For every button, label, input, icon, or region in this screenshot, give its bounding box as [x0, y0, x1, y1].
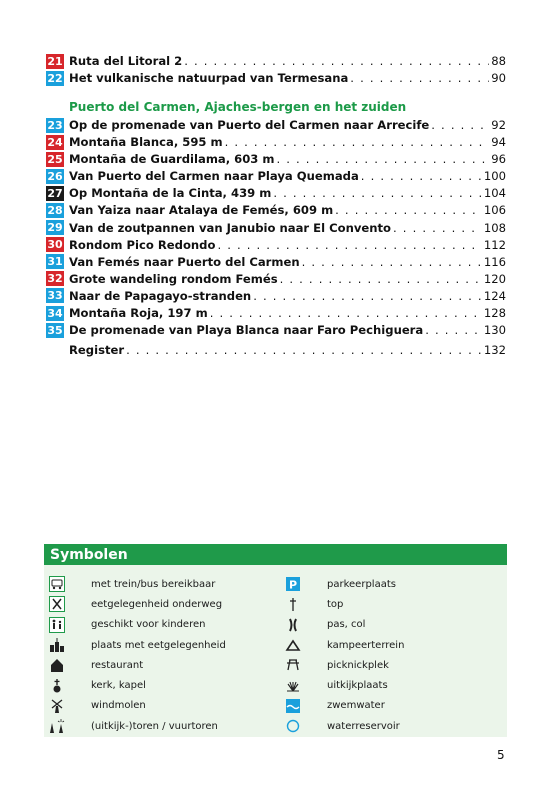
toc-entry-register[interactable] [46, 342, 506, 358]
route-number-badge: 22 [47, 71, 63, 85]
symbol-label: kampeerterrein [327, 639, 405, 651]
leader-dots [431, 118, 489, 132]
route-number-badge: 32 [47, 272, 63, 286]
symbol-row [285, 574, 404, 594]
toc-title: Van de zoutpannen van Janubio naar El Convento [69, 220, 392, 235]
toc-entry-33[interactable] [46, 288, 506, 304]
leader-dots [335, 203, 482, 217]
toc-page: 112 [483, 237, 506, 252]
symbol-label: parkeerplaats [327, 578, 396, 590]
symbol-label: plaats met eetgelegenheid [91, 639, 226, 651]
leader-dots [280, 272, 482, 286]
toc-page: 94 [491, 135, 506, 150]
symbol-label: kerk, kapel [91, 680, 146, 692]
toc-entry-21[interactable] [46, 53, 506, 69]
toc-section [46, 117, 506, 339]
toc-page: 100 [483, 169, 506, 184]
toc-page: 106 [483, 203, 506, 218]
toc-title: Montaña de Guardilama, 603 m [69, 152, 275, 167]
route-number-badge: 35 [47, 323, 63, 337]
toc-entry-23[interactable] [46, 117, 506, 133]
toc-entry-34[interactable] [46, 305, 506, 321]
toc-entry-28[interactable] [46, 202, 506, 218]
symbol-row [49, 594, 226, 614]
symbols-left-column [49, 574, 226, 736]
toc-entry-22[interactable] [46, 70, 506, 86]
church-icon [49, 678, 65, 694]
symbol-row [49, 716, 226, 736]
route-number-badge: 28 [47, 203, 63, 217]
toc-entry-35[interactable] [46, 322, 506, 338]
symbol-label: eetgelegenheid onderweg [91, 598, 223, 610]
symbol-label: zwemwater [327, 700, 385, 712]
symbol-label: windmolen [91, 700, 146, 712]
toc-page: 132 [483, 343, 506, 357]
tower-icon [49, 718, 65, 734]
toc-title: Montaña Roja, 197 m [69, 306, 208, 321]
leader-dots [217, 238, 481, 252]
toc-page: 104 [483, 186, 506, 201]
symbol-label: pas, col [327, 619, 366, 631]
toc-page: 90 [491, 71, 506, 86]
route-number-badge: 31 [47, 255, 63, 269]
viewpoint-icon [285, 678, 301, 694]
page-number: 5 [497, 748, 505, 762]
route-number-badge: 27 [47, 186, 63, 200]
toc-entry-27[interactable] [46, 185, 506, 201]
symbol-label: restaurant [91, 659, 144, 671]
toc-page: 128 [483, 306, 506, 321]
reservoir-icon [285, 718, 301, 734]
leader-dots [393, 221, 482, 235]
symbol-row [49, 574, 226, 594]
symbol-row [285, 635, 404, 655]
toc-entry-26[interactable] [46, 168, 506, 184]
parking-icon [285, 576, 301, 592]
train-bus-icon [49, 576, 65, 592]
campsite-icon [285, 637, 301, 653]
toc-title: Op Montaña de la Cinta, 439 m [69, 186, 272, 201]
symbol-row [285, 594, 404, 614]
route-number-badge: 23 [47, 118, 63, 132]
symbol-label: top [327, 598, 344, 610]
toc-title: Montaña Blanca, 595 m [69, 135, 223, 150]
toc-title: Ruta del Litoral 2 [69, 54, 183, 68]
symbol-label: uitkijkplaats [327, 680, 388, 692]
route-number-badge: 24 [47, 135, 63, 149]
toc-top [46, 53, 506, 87]
toc-entry-32[interactable] [46, 271, 506, 287]
leader-dots [273, 186, 482, 200]
symbol-row [49, 696, 226, 716]
register-entry-wrap [46, 342, 506, 359]
picnic-icon [285, 657, 301, 673]
symbols-heading: Symbolen [44, 544, 507, 565]
children-icon [49, 617, 65, 633]
route-number-badge: 26 [47, 169, 63, 183]
symbol-row [285, 655, 404, 675]
toc-title: Van Puerto del Carmen naar Playa Quemada [69, 169, 359, 184]
symbols-legend [44, 544, 507, 737]
symbol-row [285, 675, 404, 695]
symbol-label: met trein/bus bereikbaar [91, 578, 216, 590]
summit-icon [285, 596, 301, 612]
leader-dots [425, 323, 482, 337]
symbols-right-column [285, 574, 404, 736]
restaurant-icon [49, 657, 65, 673]
toc-entry-31[interactable] [46, 254, 506, 270]
route-number-badge: 25 [47, 152, 63, 166]
toc-title: Naar de Papagayo-stranden [69, 288, 252, 303]
symbol-row [49, 675, 226, 695]
symbol-row [285, 696, 404, 716]
symbol-row [285, 716, 404, 736]
route-number-badge: 34 [47, 306, 63, 320]
windmill-icon [49, 698, 65, 714]
toc-page: 120 [483, 271, 506, 286]
village-icon [49, 637, 65, 653]
leader-dots [361, 169, 482, 183]
symbol-label: geschikt voor kinderen [91, 619, 206, 631]
leader-dots [253, 289, 482, 303]
symbol-row [49, 635, 226, 655]
toc-title: Rondom Pico Redondo [69, 237, 216, 252]
toc-page: 92 [491, 118, 506, 132]
route-number-badge: 30 [47, 238, 63, 252]
symbol-label: waterreservoir [327, 720, 400, 732]
toc-entry-29[interactable] [46, 220, 506, 236]
refreshment-icon [49, 596, 65, 612]
toc-entry-30[interactable] [46, 237, 506, 253]
route-number-badge: 21 [47, 54, 63, 68]
toc-entry-24[interactable] [46, 134, 506, 150]
toc-title: Register [69, 343, 125, 357]
swimming-icon [285, 698, 301, 714]
toc-title: Het vulkanische natuurpad van Termesana [69, 71, 349, 86]
pass-icon [285, 617, 301, 633]
toc-title: Van Femés naar Puerto del Carmen [69, 254, 300, 269]
leader-dots [126, 343, 482, 357]
toc-title: Op de promenade van Puerto del Carmen naar Arrecife [69, 118, 430, 132]
svg-text:P: P [288, 578, 298, 592]
section-heading: Puerto del Carmen, Ajaches-bergen en het zuiden [69, 100, 407, 114]
leader-dots [350, 71, 489, 85]
symbol-row [285, 615, 404, 635]
symbol-row [49, 615, 226, 635]
route-number-badge: 29 [47, 221, 63, 235]
toc-page: 116 [483, 254, 506, 269]
symbol-label: picknickplek [327, 659, 389, 671]
symbol-label: (uitkijk-)toren / vuurtoren [91, 720, 218, 732]
route-number-badge: 33 [47, 289, 63, 303]
toc-title: Van Yaiza naar Atalaya de Femés, 609 m [69, 203, 334, 218]
toc-page: 130 [483, 323, 506, 338]
toc-page: 96 [491, 152, 506, 167]
toc-entry-25[interactable] [46, 151, 506, 167]
toc-page: 124 [483, 288, 506, 303]
toc-page: 108 [483, 220, 506, 235]
leader-dots [225, 135, 490, 149]
toc-title: Grote wandeling rondom Femés [69, 271, 278, 286]
toc-title: De promenade van Playa Blanca naar Faro Pechiguera [69, 323, 424, 338]
leader-dots [210, 306, 482, 320]
leader-dots [184, 54, 489, 68]
leader-dots [302, 255, 482, 269]
toc-page: 88 [491, 54, 506, 68]
leader-dots [276, 152, 489, 166]
symbol-row [49, 655, 226, 675]
